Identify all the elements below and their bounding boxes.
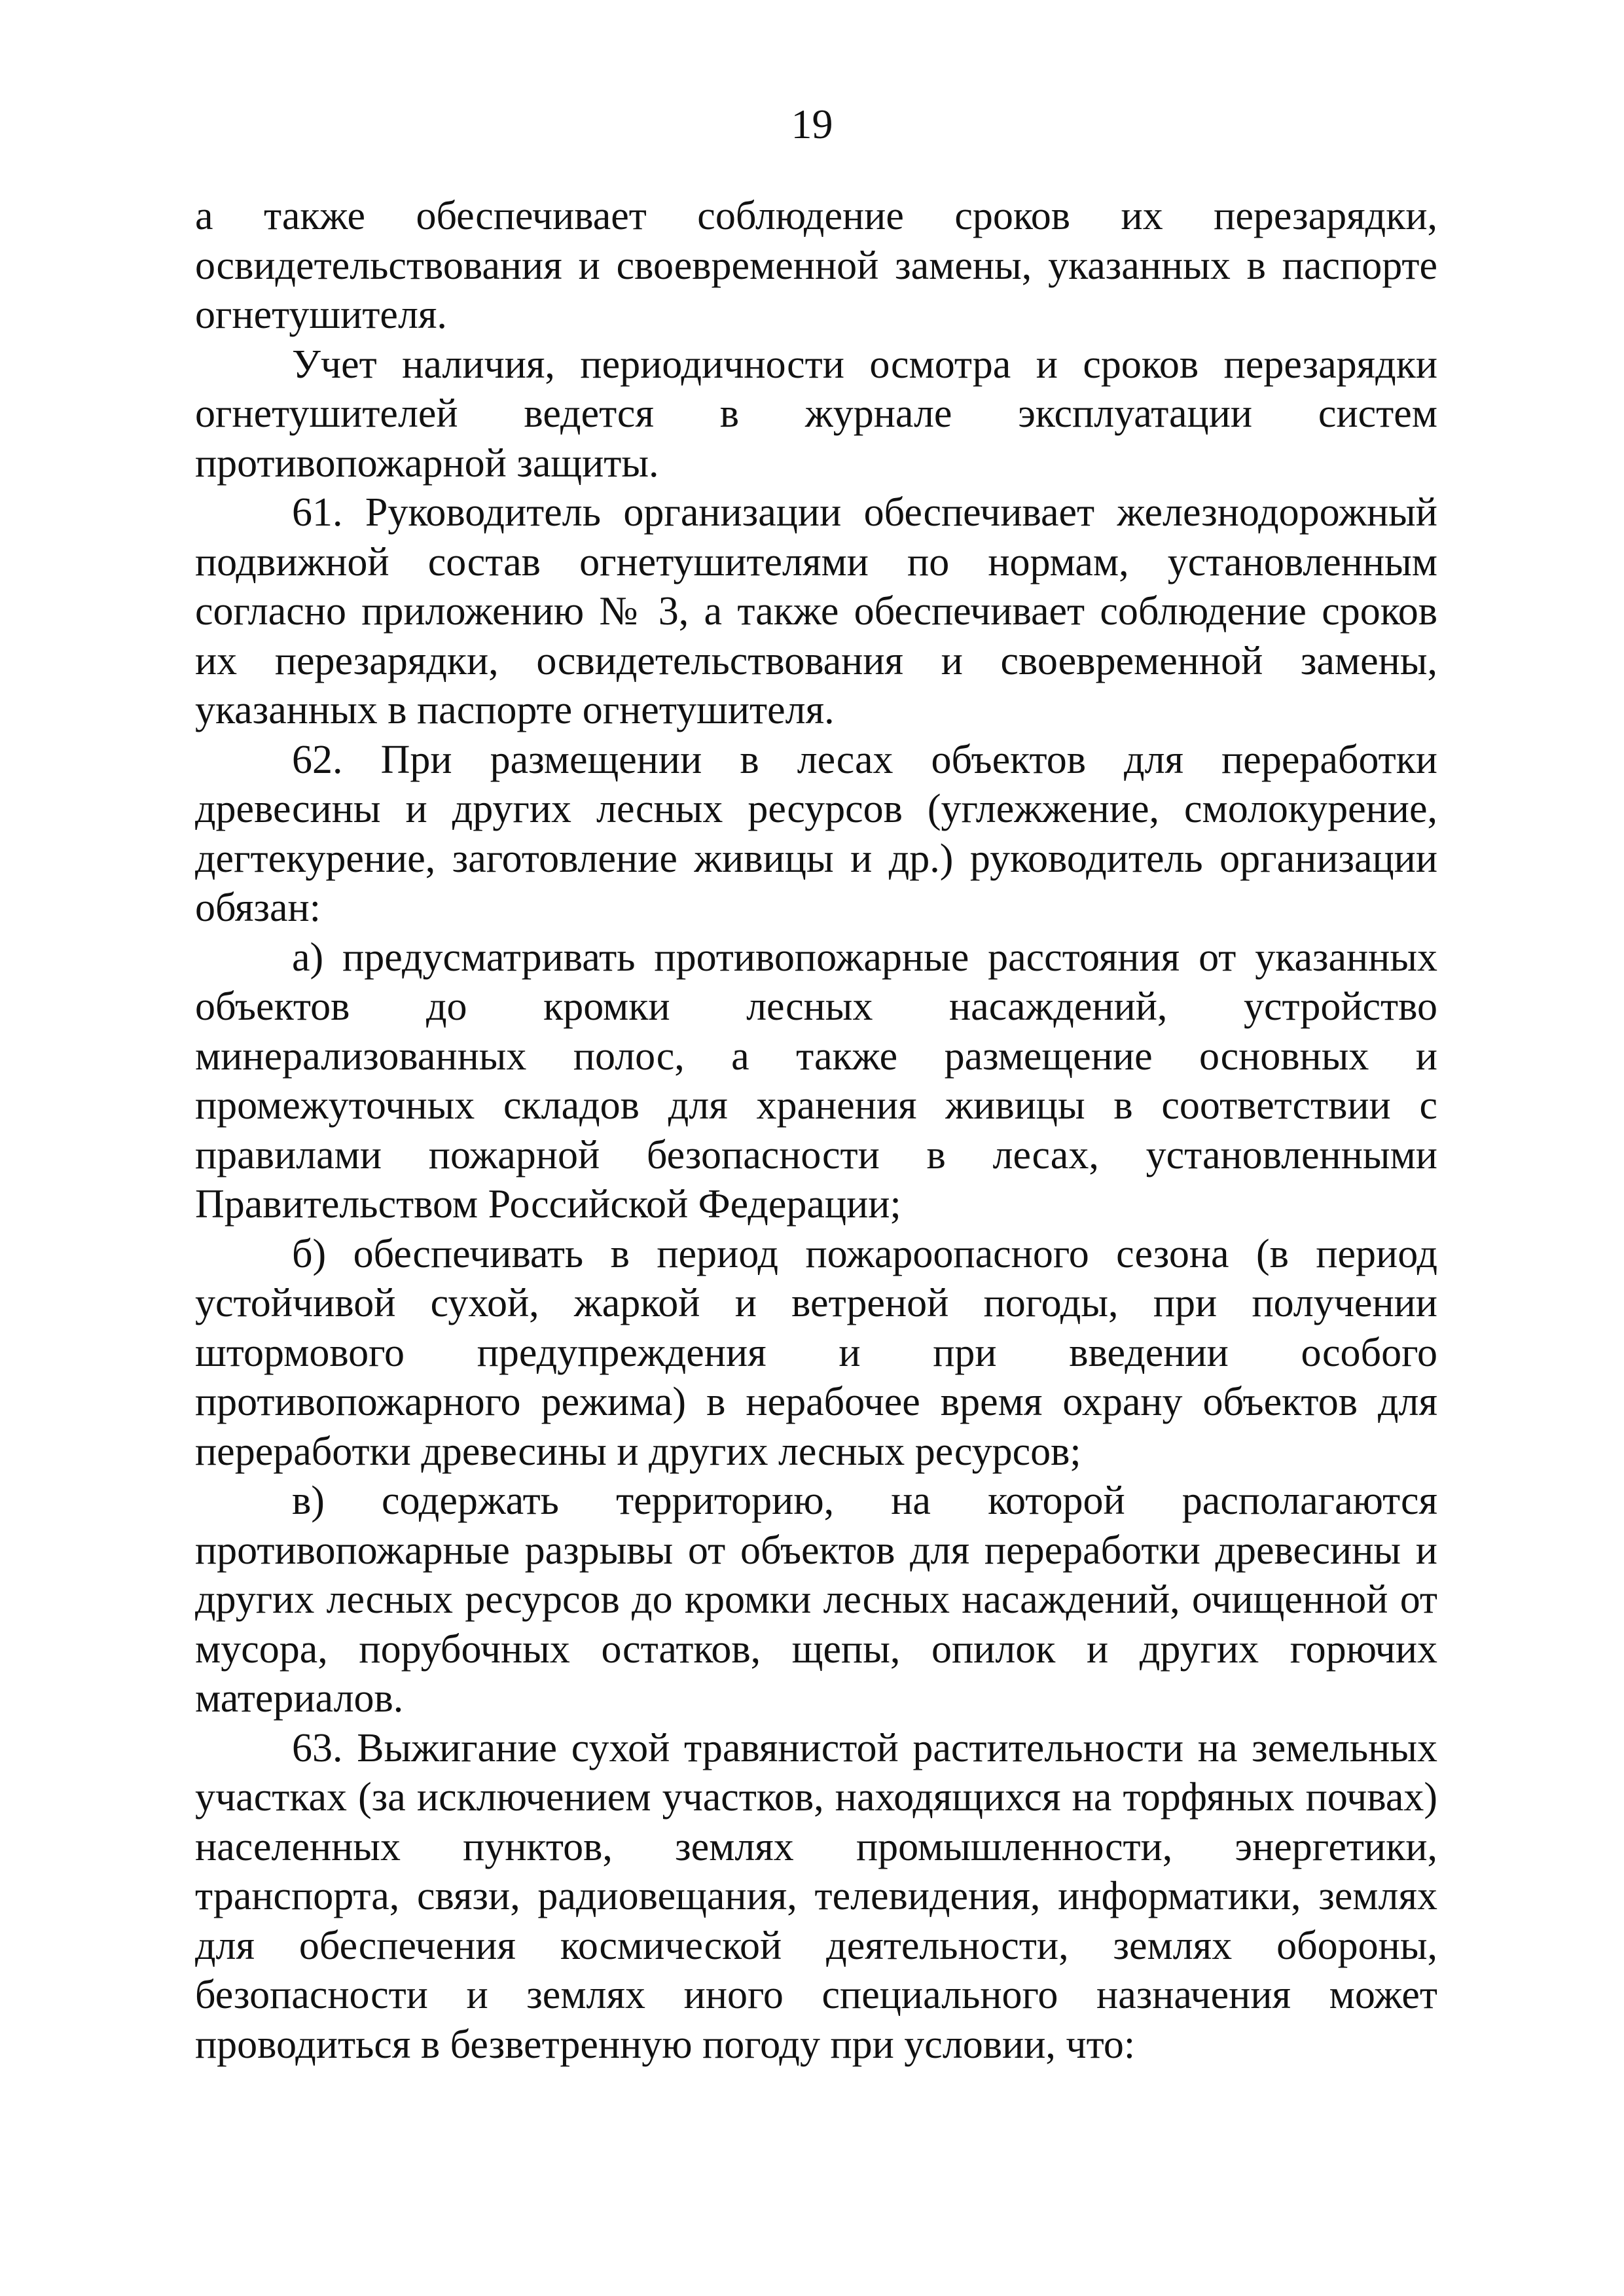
paragraph-continuation: а также обеспечивает соблюдение сроков их перезарядки, освидетельствования и своевременной замены, указанных в паспорте огнетушителя. <box>195 194 1437 337</box>
paragraph-extinguisher-records: Учет наличия, периодичности осмотра и сроков перезарядки огнетушителей ведется в журнале эксплуатации систем противопожарной защиты. <box>195 342 1437 486</box>
paragraph-63: 63. Выжигание сухой травянистой растительности на земельных участках (за исключением участков, находящихся на торфяных почвах) населенных пунктов, землях промышленности, энергетики, транспорта, связи, радиовещания, телевидения, информатики, землях для обеспечения космической деятельности, землях обороны, безопасности и землях иного специального назначения может проводиться в безветренную погоду при условии, что: <box>195 1725 1437 2067</box>
document-body <box>195 192 1437 2070</box>
paragraph-62-item-a: а) предусматривать противопожарные расстояния от указанных объектов до кромки лесных насаждений, устройство минерализованных полос, а также размещение основных и промежуточных складов для хранения живицы в соответствии с правилами пожарной безопасности в лесах, установленными Правительством Российской Федерации; <box>195 935 1437 1227</box>
page-number: 19 <box>791 101 833 147</box>
paragraph-62-item-v: в) содержать территорию, на которой располагаются противопожарные разрывы от объектов для переработки древесины и других лесных ресурсов до кромки лесных насаждений, очищенной от мусора, порубочных остатков, щепы, опилок и других горючих материалов. <box>195 1479 1437 1721</box>
paragraph-62-item-b: б) обеспечивать в период пожароопасного сезона (в период устойчивой сухой, жаркой и ветреной погоды, при получении штормового предупреждения и при введении особого противопожарного режима) в нерабочее время охрану объектов для переработки древесины и других лесных ресурсов; <box>195 1231 1437 1474</box>
paragraph-61: 61. Руководитель организации обеспечивает железнодорожный подвижной состав огнетушителями по нормам, установленным согласно приложению № 3, а также обеспечивает соблюдение сроков их перезарядки, освидетельствования и своевременной замены, указанных в паспорте огнетушителя. <box>195 490 1437 732</box>
paragraph-62: 62. При размещении в лесах объектов для переработки древесины и других лесных ресурсов (углежжение, смолокурение, дегтекурение, заготовление живицы и др.) руководитель организации обязан: <box>195 737 1437 930</box>
